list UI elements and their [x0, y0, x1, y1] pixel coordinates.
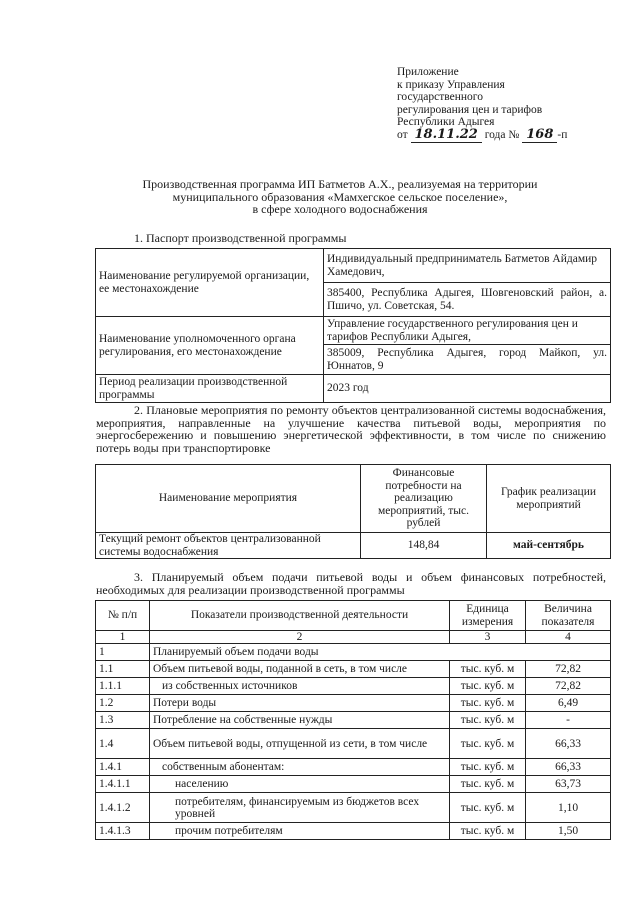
- passport-value: Индивидуальный предприниматель Батметов Айдамир Хамедович,: [324, 249, 611, 283]
- approval-date-line: [397, 126, 627, 142]
- row-num: 1.2: [96, 695, 150, 712]
- row-num: 1.1.1: [96, 678, 150, 695]
- row-num: 1.1: [96, 661, 150, 678]
- table-row: [96, 712, 611, 729]
- passport-label: Наименование регулируемой организации, ее местонахождение: [96, 249, 324, 317]
- table-row: [96, 695, 611, 712]
- row-num: 1.4.1.2: [96, 793, 150, 823]
- indicators-table: [95, 600, 611, 840]
- approval-line: регулирования цен и тарифов: [397, 103, 543, 116]
- year-label: года №: [484, 128, 520, 141]
- column-number: 1: [96, 631, 150, 644]
- order-suffix: -п: [557, 128, 568, 141]
- column-number: 2: [150, 631, 450, 644]
- row-unit: тыс. куб. м: [450, 776, 526, 793]
- section3-heading: 3. Планируемый объем подачи питьевой воды и объем финансовых потребностей, необходимых для реализации производственной программы: [96, 570, 606, 597]
- passport-value: 2023 год: [324, 375, 611, 403]
- row-value: 63,73: [526, 776, 611, 793]
- row-num: 1.4: [96, 729, 150, 759]
- row-value: 1,10: [526, 793, 611, 823]
- table-row: [96, 759, 611, 776]
- row-value: 6,49: [526, 695, 611, 712]
- row-unit: тыс. куб. м: [450, 793, 526, 823]
- title-line: муниципального образования «Мамхегское сельское поселение»,: [172, 189, 508, 204]
- row-unit: тыс. куб. м: [450, 823, 526, 840]
- passport-value: 385009, Республика Адыгея, город Майкоп, ул. Юннатов, 9: [324, 345, 611, 375]
- order-date: 18.11.22: [411, 127, 482, 143]
- row-indicator: потребителям, финансируемым из бюджетов всех уровней: [150, 793, 450, 823]
- row-value: 1,50: [526, 823, 611, 840]
- approval-block: [397, 66, 627, 142]
- row-value: -: [526, 712, 611, 729]
- row-num: 1.4.1.1: [96, 776, 150, 793]
- passport-label: Период реализации производственной программы: [96, 375, 324, 403]
- header-indicator: Показатели производственной деятельности: [150, 601, 450, 631]
- table-row: [96, 678, 611, 695]
- measure-schedule: май-сентябрь: [487, 533, 611, 559]
- row-indicator: населению: [150, 776, 450, 793]
- table-row: [96, 644, 611, 661]
- row-num: 1.4.1.3: [96, 823, 150, 840]
- table-row: [96, 793, 611, 823]
- table-row: [96, 729, 611, 759]
- measures-table: [95, 464, 611, 559]
- table-row: [96, 823, 611, 840]
- row-indicator: прочим потребителям: [150, 823, 450, 840]
- row-indicator: Потребление на собственные нужды: [150, 712, 450, 729]
- row-indicator: из собственных источников: [150, 678, 450, 695]
- section2-heading: 2. Плановые мероприятия по ремонту объектов централизованной системы водоснабжения, мероприятия, направленные на улучшение качества питьевой воды, мероприятия по энергосбережению и повышению энергетической эффективности, в том числе по снижению потерь воды при транспортировке: [96, 403, 606, 455]
- header-measure-name: Наименование мероприятия: [96, 465, 361, 533]
- row-unit: тыс. куб. м: [450, 712, 526, 729]
- row-unit: тыс. куб. м: [450, 661, 526, 678]
- measure-finance: 148,84: [361, 533, 487, 559]
- approval-line: Приложение: [397, 66, 459, 78]
- row-value: 66,33: [526, 759, 611, 776]
- passport-table: [95, 248, 611, 403]
- passport-value: Управление государственного регулирования цен и тарифов Республики Адыгея,: [324, 317, 611, 345]
- row-unit: тыс. куб. м: [450, 678, 526, 695]
- approval-line: к приказу Управления: [397, 78, 505, 91]
- header-value: Величина показателя: [526, 601, 611, 631]
- row-unit: тыс. куб. м: [450, 759, 526, 776]
- order-number: 168: [522, 127, 557, 143]
- table-row: [96, 776, 611, 793]
- row-value: 72,82: [526, 661, 611, 678]
- row-indicator: Объем питьевой воды, поданной в сеть, в том числе: [150, 661, 450, 678]
- title-line: в сфере холодного водоснабжения: [252, 202, 428, 217]
- row-num: 1.3: [96, 712, 150, 729]
- row-indicator: Потери воды: [150, 695, 450, 712]
- header-num: № п/п: [96, 601, 150, 631]
- passport-label: Наименование уполномоченного органа регулирования, его местонахождение: [96, 317, 324, 375]
- column-number: 3: [450, 631, 526, 644]
- title-line: Производственная программа ИП Батметов А.Х., реализуемая на территории: [142, 177, 538, 191]
- header-finance: Финансовые потребности на реализацию мероприятий, тыс. рублей: [361, 465, 487, 533]
- document-title: [120, 178, 560, 216]
- header-unit: Единица измерения: [450, 601, 526, 631]
- row-unit: тыс. куб. м: [450, 729, 526, 759]
- row-value: 66,33: [526, 729, 611, 759]
- approval-line: Республики Адыгея: [397, 116, 495, 129]
- passport-value: 385400, Республика Адыгея, Шовгеновский район, а. Пшичо, ул. Советская, 54.: [324, 283, 611, 317]
- header-schedule: График реализации мероприятий: [487, 465, 611, 533]
- from-label: от: [397, 128, 408, 141]
- row-num: 1: [96, 644, 150, 661]
- table-row: [96, 661, 611, 678]
- measure-name: Текущий ремонт объектов централизованной системы водоснабжения: [96, 533, 361, 559]
- row-indicator: Объем питьевой воды, отпущенной из сети, в том числе: [150, 729, 450, 759]
- row-value: 72,82: [526, 678, 611, 695]
- row-num: 1.4.1: [96, 759, 150, 776]
- approval-line: государственного: [397, 91, 483, 104]
- column-number: 4: [526, 631, 611, 644]
- row-unit: тыс. куб. м: [450, 695, 526, 712]
- section1-heading: 1. Паспорт производственной программы: [134, 231, 347, 245]
- row-indicator: Планируемый объем подачи воды: [150, 644, 611, 661]
- row-indicator: собственным абонентам:: [150, 759, 450, 776]
